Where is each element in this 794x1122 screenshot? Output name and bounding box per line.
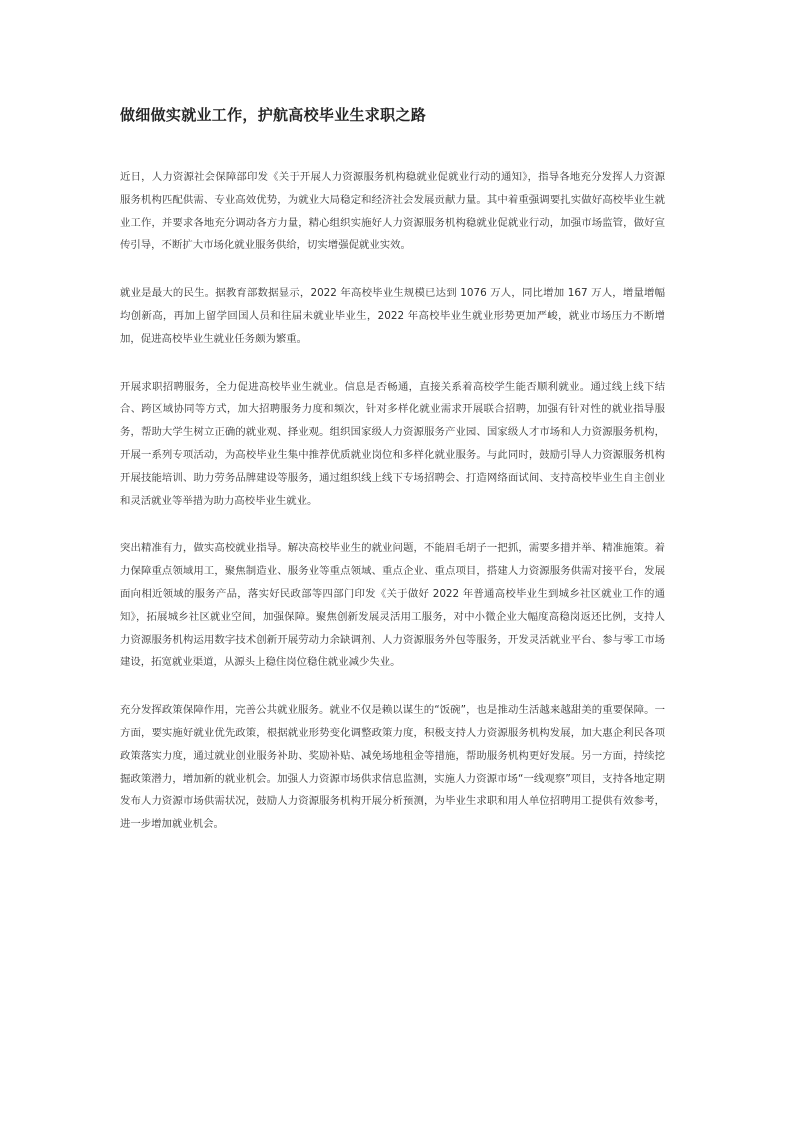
article-body [120,166,665,861]
paragraph-recruitment-services: 开展求职招聘服务，全力促进高校毕业生就业。信息是否畅通，直接关系着高校学生能否顺利就业。通过线上线下结合、跨区域协同等方式，加大招聘服务力度和频次，针对多样化就业需求开展联合招聘，加强有针对性的就业指导服务，帮助大学生树立正确的就业观、择业观。组织国家级人力资源服务产业园、国家级人才市场和人力资源服务机构，开展一系列专项活动，为高校毕业生集中推荐优质就业岗位和多样化就业服务。与此同时，鼓励引导人力资源服务机构开展技能培训、助力劳务品牌建设等服务，通过组织线上线下专场招聘会、打造网络面试间、支持高校毕业生自主创业和灵活就业等举措为助力高校毕业生就业。 [120,380,665,507]
paragraph-employment-livelihood: 就业是最大的民生。据教育部数据显示，2022 年高校毕业生规模已达到 1076 万人，同比增加 167 万人，增量增幅均创新高，再加上留学回国人员和往届未就业毕业生，2022 年高校毕业生就业形势更加严峻，就业市场压力不断增加，促进高校毕业生就业任务颇为繁重。 [120,287,665,345]
paragraph-precise-guidance: 突出精准有力，做实高校就业指导。解决高校毕业生的就业问题，不能眉毛胡子一把抓，需要多措并举、精准施策。着力保障重点领域用工，聚焦制造业、服务业等重点领域、重点企业、重点项目，搭建人力资源服务供需对接平台，发展面向相近领域的服务产品，落实好民政部等四部门印发《关于做好 2022 年普通高校毕业生到城乡社区就业工作的通知》，拓展城乡社区就业空间，加强保障。聚焦创新发展灵活用工服务，对中小微企业大幅度高稳岗返还比例，支持人力资源服务机构运用数字技术创新开展劳动力余缺调剂、人力资源服务外包等服务，开发灵活就业平台、参与零工市场建设，拓宽就业渠道，从源头上稳住岗位稳住就业减少失业。 [120,542,665,669]
paragraph-policy-support: 充分发挥政策保障作用，完善公共就业服务。就业不仅是赖以谋生的“饭碗”，也是推动生活越来越甜美的重要保障。一方面，要实施好就业优先政策，根据就业形势变化调整政策力度，积极支持人力资源服务机构发展，加大惠企利民各项政策落实力度，通过就业创业服务补助、奖励补贴、减免场地租金等措施，帮助服务机构更好发展。另一方面，持续挖掘政策潜力，增加新的就业机会。加强人力资源市场供求信息监测，实施人力资源市场“一线观察”项目，支持各地定期发布人力资源市场供需状况，鼓励人力资源服务机构开展分析预测，为毕业生求职和用人单位招聘用工提供有效参考，进一步增加就业机会。 [120,704,665,831]
article-title: 做细做实就业工作，护航高校毕业生求职之路 [120,106,427,124]
paragraph-intro: 近日，人力资源社会保障部印发《关于开展人力资源服务机构稳就业促就业行动的通知》，指导各地充分发挥人力资源服务机构匹配供需、专业高效优势，为就业大局稳定和经济社会发展贡献力量。其中着重强调要扎实做好高校毕业生就业工作，并要求各地充分调动各方力量，精心组织实施好人力资源服务机构稳就业促就业行动，加强市场监管，做好宣传引导，不断扩大市场化就业服务供给，切实增强促就业实效。 [120,171,665,252]
